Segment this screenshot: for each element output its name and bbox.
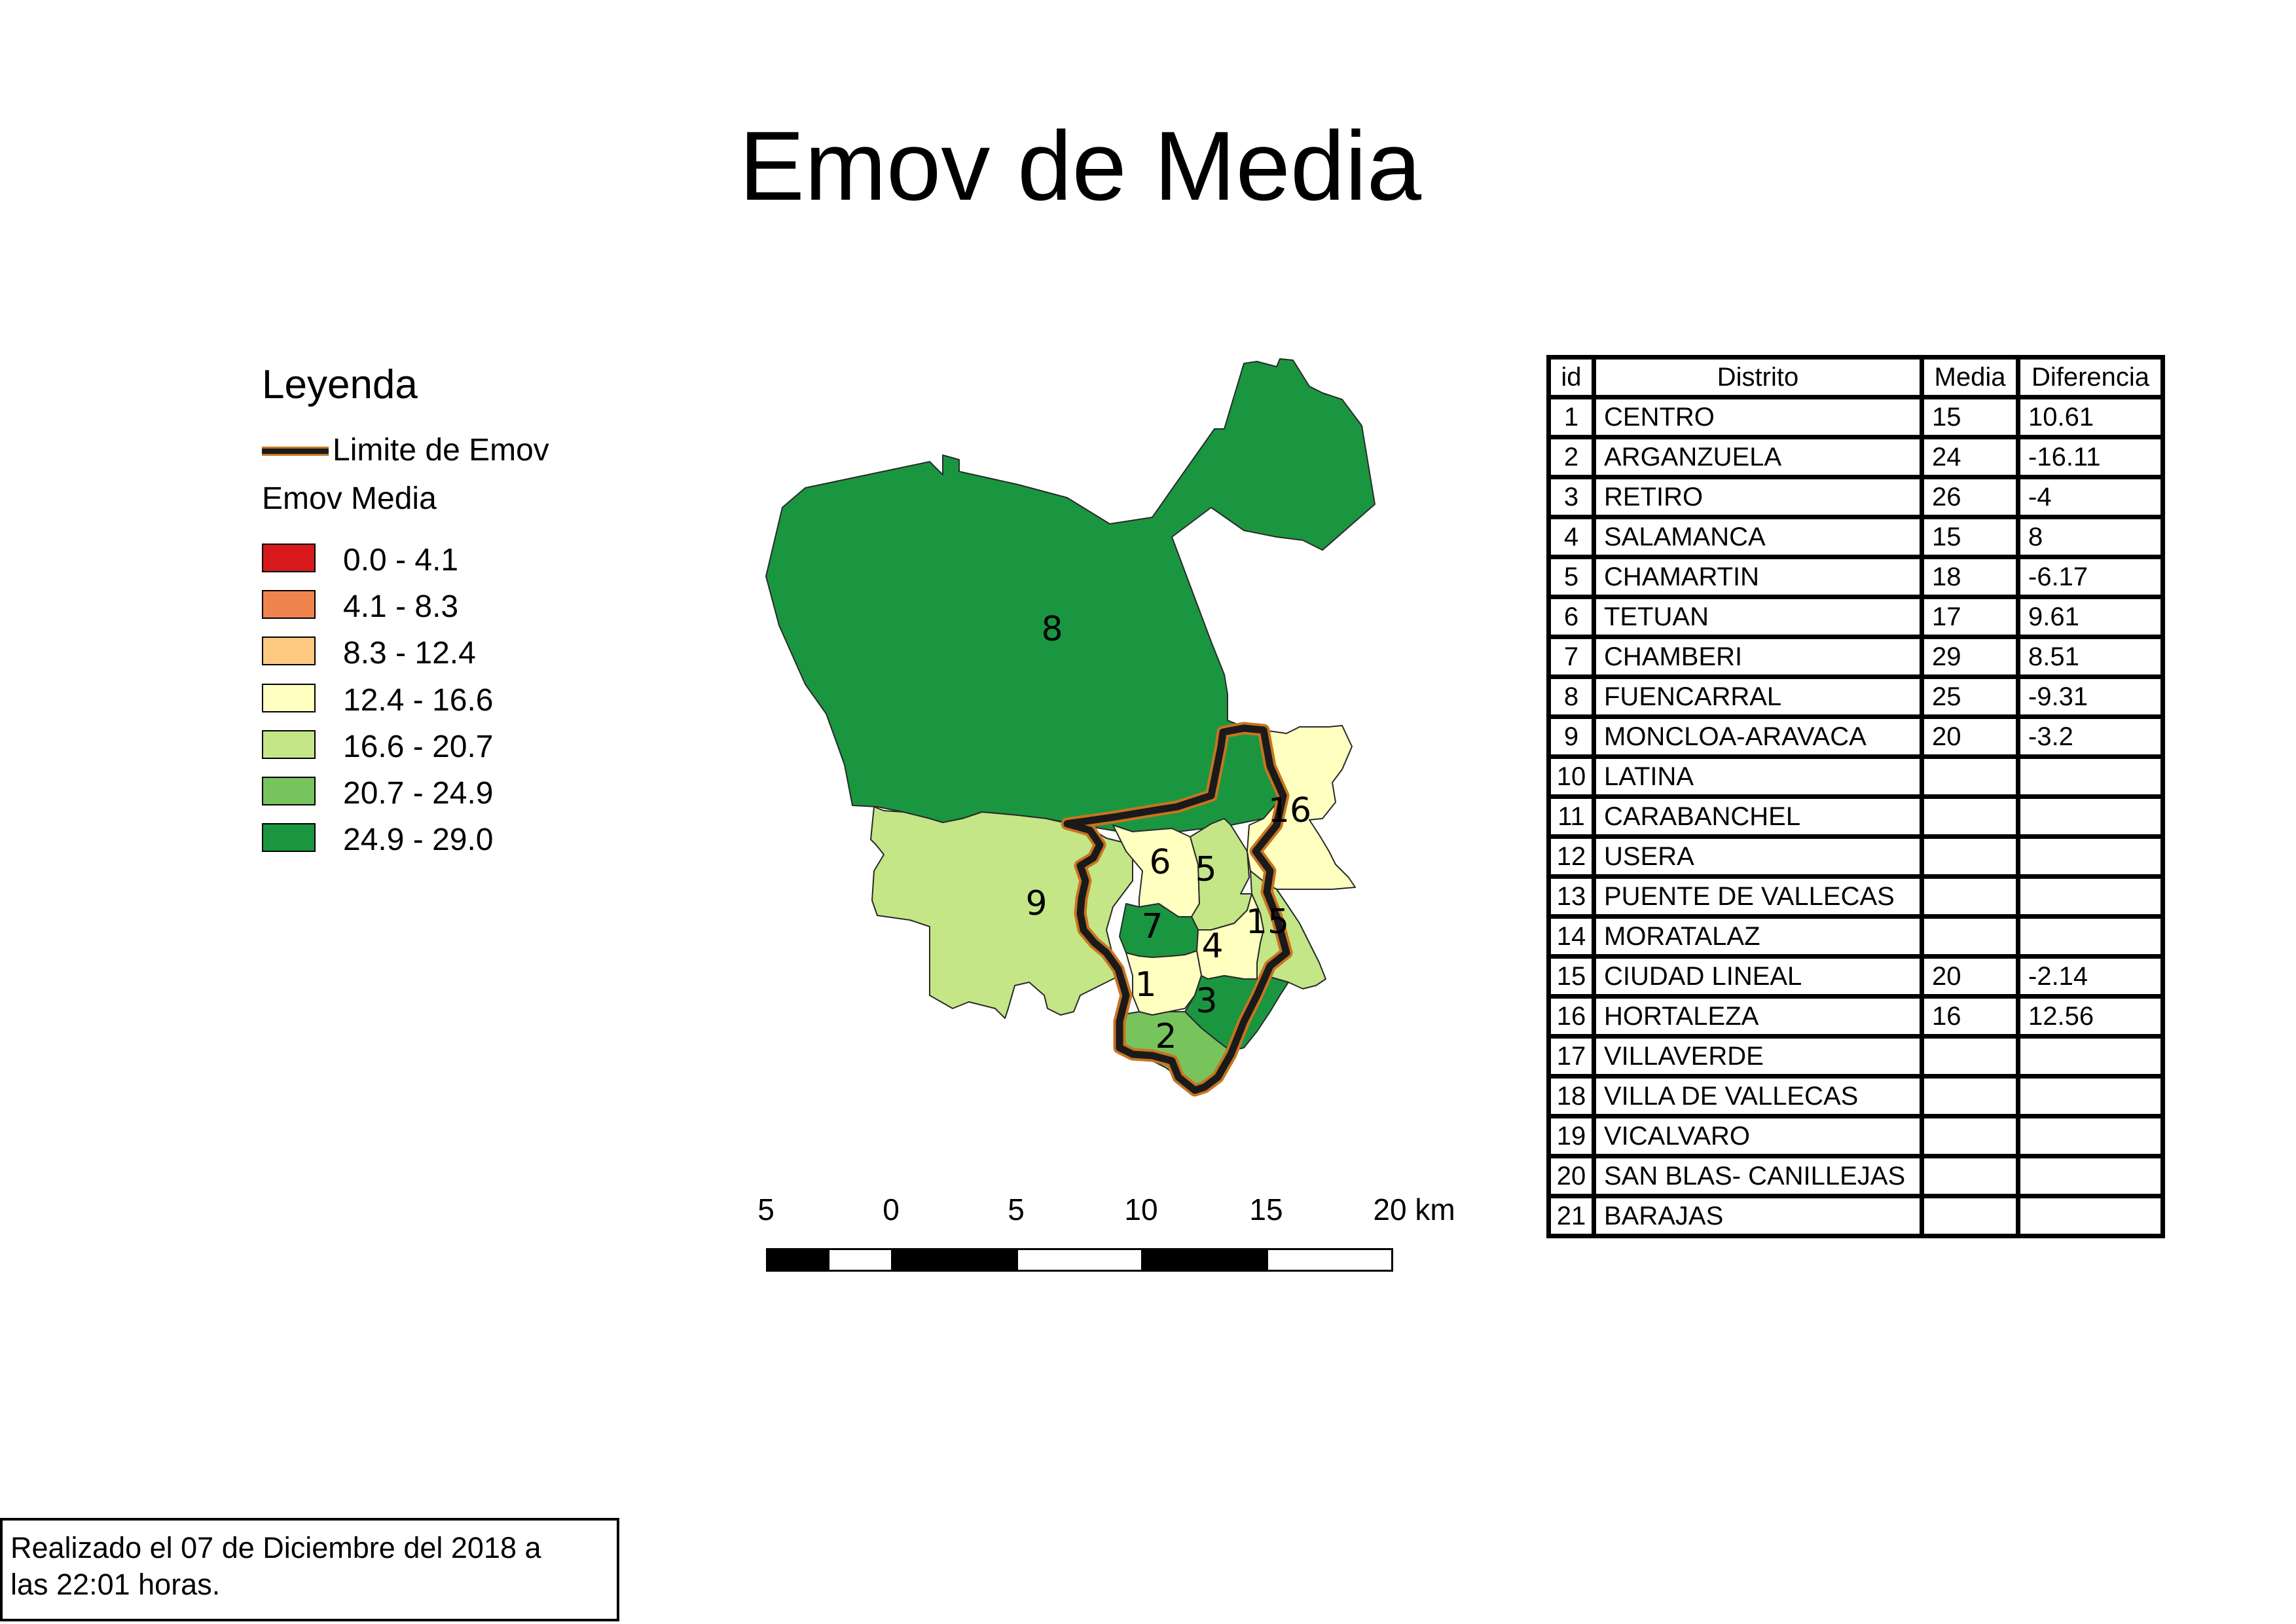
legend-class-label: 0.0 - 4.1 xyxy=(343,543,459,578)
scale-bar xyxy=(733,1192,1486,1290)
table-row xyxy=(1549,1077,2163,1116)
table-row xyxy=(1549,397,2163,437)
district-label-2: 2 xyxy=(1155,1017,1177,1056)
table-cell: -6.17 xyxy=(2018,557,2163,597)
table-cell: 18 xyxy=(1922,557,2018,597)
table-cell: -9.31 xyxy=(2018,677,2163,717)
legend-class-label: 4.1 - 8.3 xyxy=(343,589,459,624)
table-cell: FUENCARRAL xyxy=(1594,677,1922,717)
table-cell: -2.14 xyxy=(2018,957,2163,997)
table-cell: 14 xyxy=(1549,917,1594,957)
legend-title: Leyenda xyxy=(262,362,418,407)
scale-segment xyxy=(828,1248,893,1272)
table-cell xyxy=(2018,757,2163,797)
table-cell: VILLAVERDE xyxy=(1594,1037,1922,1077)
table-cell: 26 xyxy=(1922,477,2018,517)
table-row xyxy=(1549,1037,2163,1077)
district-label-1: 1 xyxy=(1135,965,1157,1005)
scale-label: 0 xyxy=(883,1192,900,1227)
table-cell: 21 xyxy=(1549,1196,1594,1236)
table-row xyxy=(1549,1116,2163,1156)
table-cell: ARGANZUELA xyxy=(1594,437,1922,477)
table-cell xyxy=(1922,917,2018,957)
legend-subtitle: Emov Media xyxy=(262,481,437,516)
table-cell xyxy=(2018,797,2163,837)
table-cell xyxy=(1922,797,2018,837)
table-cell xyxy=(2018,1156,2163,1196)
table-row xyxy=(1549,797,2163,837)
table-cell: 29 xyxy=(1922,637,2018,677)
legend-class-label: 12.4 - 16.6 xyxy=(343,683,494,718)
table-cell xyxy=(2018,837,2163,877)
district-label-9: 9 xyxy=(1025,884,1048,923)
table-cell: 11 xyxy=(1549,797,1594,837)
credit-line-1: Realizado el 07 de Diciembre del 2018 a xyxy=(10,1531,541,1564)
table-cell xyxy=(2018,1116,2163,1156)
table-row xyxy=(1549,917,2163,957)
legend-class-label: 20.7 - 24.9 xyxy=(343,776,494,811)
legend-swatch xyxy=(262,590,316,619)
legend-class-label: 16.6 - 20.7 xyxy=(343,729,494,764)
table-cell: 15 xyxy=(1922,397,2018,437)
table-cell: MORATALAZ xyxy=(1594,917,1922,957)
table-cell xyxy=(2018,1037,2163,1077)
table-cell: 17 xyxy=(1549,1037,1594,1077)
table-cell: 7 xyxy=(1549,637,1594,677)
district-label-16: 16 xyxy=(1267,791,1312,830)
table-cell: 13 xyxy=(1549,877,1594,917)
scale-label: 20 km xyxy=(1373,1192,1455,1227)
table-row xyxy=(1549,957,2163,997)
table-row xyxy=(1549,437,2163,477)
table-cell: CENTRO xyxy=(1594,397,1922,437)
legend-swatch xyxy=(262,823,316,852)
table-cell xyxy=(1922,1156,2018,1196)
table-cell: 8 xyxy=(2018,517,2163,557)
map-title: Emov de Media xyxy=(738,111,1422,221)
scale-label: 5 xyxy=(1008,1192,1025,1227)
legend-swatch xyxy=(262,637,316,665)
table-cell: BARAJAS xyxy=(1594,1196,1922,1236)
table-header-id: id xyxy=(1549,358,1594,397)
scale-label: 10 xyxy=(1124,1192,1158,1227)
table-header-diferencia: Diferencia xyxy=(2018,358,2163,397)
table-cell: CARABANCHEL xyxy=(1594,797,1922,837)
table-cell: 12 xyxy=(1549,837,1594,877)
scale-label: 15 xyxy=(1249,1192,1283,1227)
table-cell xyxy=(1922,1037,2018,1077)
table-row xyxy=(1549,1156,2163,1196)
table-cell: 20 xyxy=(1922,717,2018,757)
table-cell: 8.51 xyxy=(2018,637,2163,677)
table-cell: 5 xyxy=(1549,557,1594,597)
district-label-3: 3 xyxy=(1195,982,1218,1021)
table-cell: 24 xyxy=(1922,437,2018,477)
table-cell: -16.11 xyxy=(2018,437,2163,477)
table-cell: 6 xyxy=(1549,597,1594,637)
table-row xyxy=(1549,877,2163,917)
table-cell: 1 xyxy=(1549,397,1594,437)
table-cell: TETUAN xyxy=(1594,597,1922,637)
table-cell: 16 xyxy=(1549,997,1594,1037)
district-label-4: 4 xyxy=(1201,927,1224,966)
legend-swatch xyxy=(262,730,316,759)
legend-boundary-label: Limite de Emov xyxy=(333,433,549,468)
table-cell: 8 xyxy=(1549,677,1594,717)
table-cell xyxy=(2018,877,2163,917)
table-row xyxy=(1549,677,2163,717)
scale-segment xyxy=(766,1248,829,1272)
district-label-6: 6 xyxy=(1149,843,1171,882)
table-row xyxy=(1549,477,2163,517)
district-label-8: 8 xyxy=(1041,610,1063,649)
district-table xyxy=(1546,355,2165,1238)
table-cell: 9.61 xyxy=(2018,597,2163,637)
table-cell: PUENTE DE VALLECAS xyxy=(1594,877,1922,917)
table-cell xyxy=(2018,1196,2163,1236)
table-cell: 9 xyxy=(1549,717,1594,757)
table-cell: 17 xyxy=(1922,597,2018,637)
table-cell xyxy=(1922,877,2018,917)
table-cell: RETIRO xyxy=(1594,477,1922,517)
table-cell: 18 xyxy=(1549,1077,1594,1116)
table-row xyxy=(1549,837,2163,877)
table-cell xyxy=(1922,757,2018,797)
table-row xyxy=(1549,597,2163,637)
table-row xyxy=(1549,717,2163,757)
credit-box xyxy=(0,1518,619,1621)
table-cell: MONCLOA-ARAVACA xyxy=(1594,717,1922,757)
district-label-7: 7 xyxy=(1141,907,1163,946)
table-cell xyxy=(2018,917,2163,957)
table-cell: 20 xyxy=(1922,957,2018,997)
table-cell: 3 xyxy=(1549,477,1594,517)
scale-segment xyxy=(1141,1248,1268,1272)
table-cell: 20 xyxy=(1549,1156,1594,1196)
table-cell: 15 xyxy=(1549,957,1594,997)
legend-class-label: 24.9 - 29.0 xyxy=(343,822,494,857)
table-cell: LATINA xyxy=(1594,757,1922,797)
scale-segment xyxy=(891,1248,1018,1272)
legend-class-label: 8.3 - 12.4 xyxy=(343,636,476,671)
table-cell: HORTALEZA xyxy=(1594,997,1922,1037)
table-header-media: Media xyxy=(1922,358,2018,397)
table-row xyxy=(1549,637,2163,677)
district-map xyxy=(746,341,1401,1113)
table-row xyxy=(1549,557,2163,597)
scale-segment xyxy=(1016,1248,1143,1272)
table-cell: 16 xyxy=(1922,997,2018,1037)
table-cell: 15 xyxy=(1922,517,2018,557)
table-cell xyxy=(2018,1077,2163,1116)
legend-swatch xyxy=(262,777,316,805)
table-cell: -4 xyxy=(2018,477,2163,517)
table-cell: 19 xyxy=(1549,1116,1594,1156)
legend xyxy=(262,361,655,872)
legend-boundary-swatch xyxy=(262,447,329,456)
table-cell: 25 xyxy=(1922,677,2018,717)
table-header-distrito: Distrito xyxy=(1594,358,1922,397)
table-row xyxy=(1549,517,2163,557)
table-cell: 2 xyxy=(1549,437,1594,477)
credit-line-2: las 22:01 horas. xyxy=(10,1568,221,1601)
table-cell xyxy=(1922,1116,2018,1156)
table-row xyxy=(1549,1196,2163,1236)
table-row xyxy=(1549,997,2163,1037)
table-cell xyxy=(1922,1077,2018,1116)
table-cell: SALAMANCA xyxy=(1594,517,1922,557)
table-cell: VILLA DE VALLECAS xyxy=(1594,1077,1922,1116)
table-cell: VICALVARO xyxy=(1594,1116,1922,1156)
table-cell: 10 xyxy=(1549,757,1594,797)
table-cell: -3.2 xyxy=(2018,717,2163,757)
table-cell: CIUDAD LINEAL xyxy=(1594,957,1922,997)
district-label-5: 5 xyxy=(1195,850,1217,889)
table-body xyxy=(1549,397,2163,1236)
table-cell: USERA xyxy=(1594,837,1922,877)
table-row xyxy=(1549,757,2163,797)
table-header-row xyxy=(1549,358,2163,397)
scale-segment xyxy=(1266,1248,1393,1272)
table-cell: CHAMARTIN xyxy=(1594,557,1922,597)
table-cell: 10.61 xyxy=(2018,397,2163,437)
legend-swatch xyxy=(262,684,316,712)
table-cell: CHAMBERI xyxy=(1594,637,1922,677)
table-cell xyxy=(1922,1196,2018,1236)
table-cell: 12.56 xyxy=(2018,997,2163,1037)
scale-label: 5 xyxy=(757,1192,774,1227)
district-label-15: 15 xyxy=(1245,902,1290,942)
legend-swatch xyxy=(262,544,316,572)
table-cell: SAN BLAS- CANILLEJAS xyxy=(1594,1156,1922,1196)
table-cell: 4 xyxy=(1549,517,1594,557)
table-cell xyxy=(1922,837,2018,877)
